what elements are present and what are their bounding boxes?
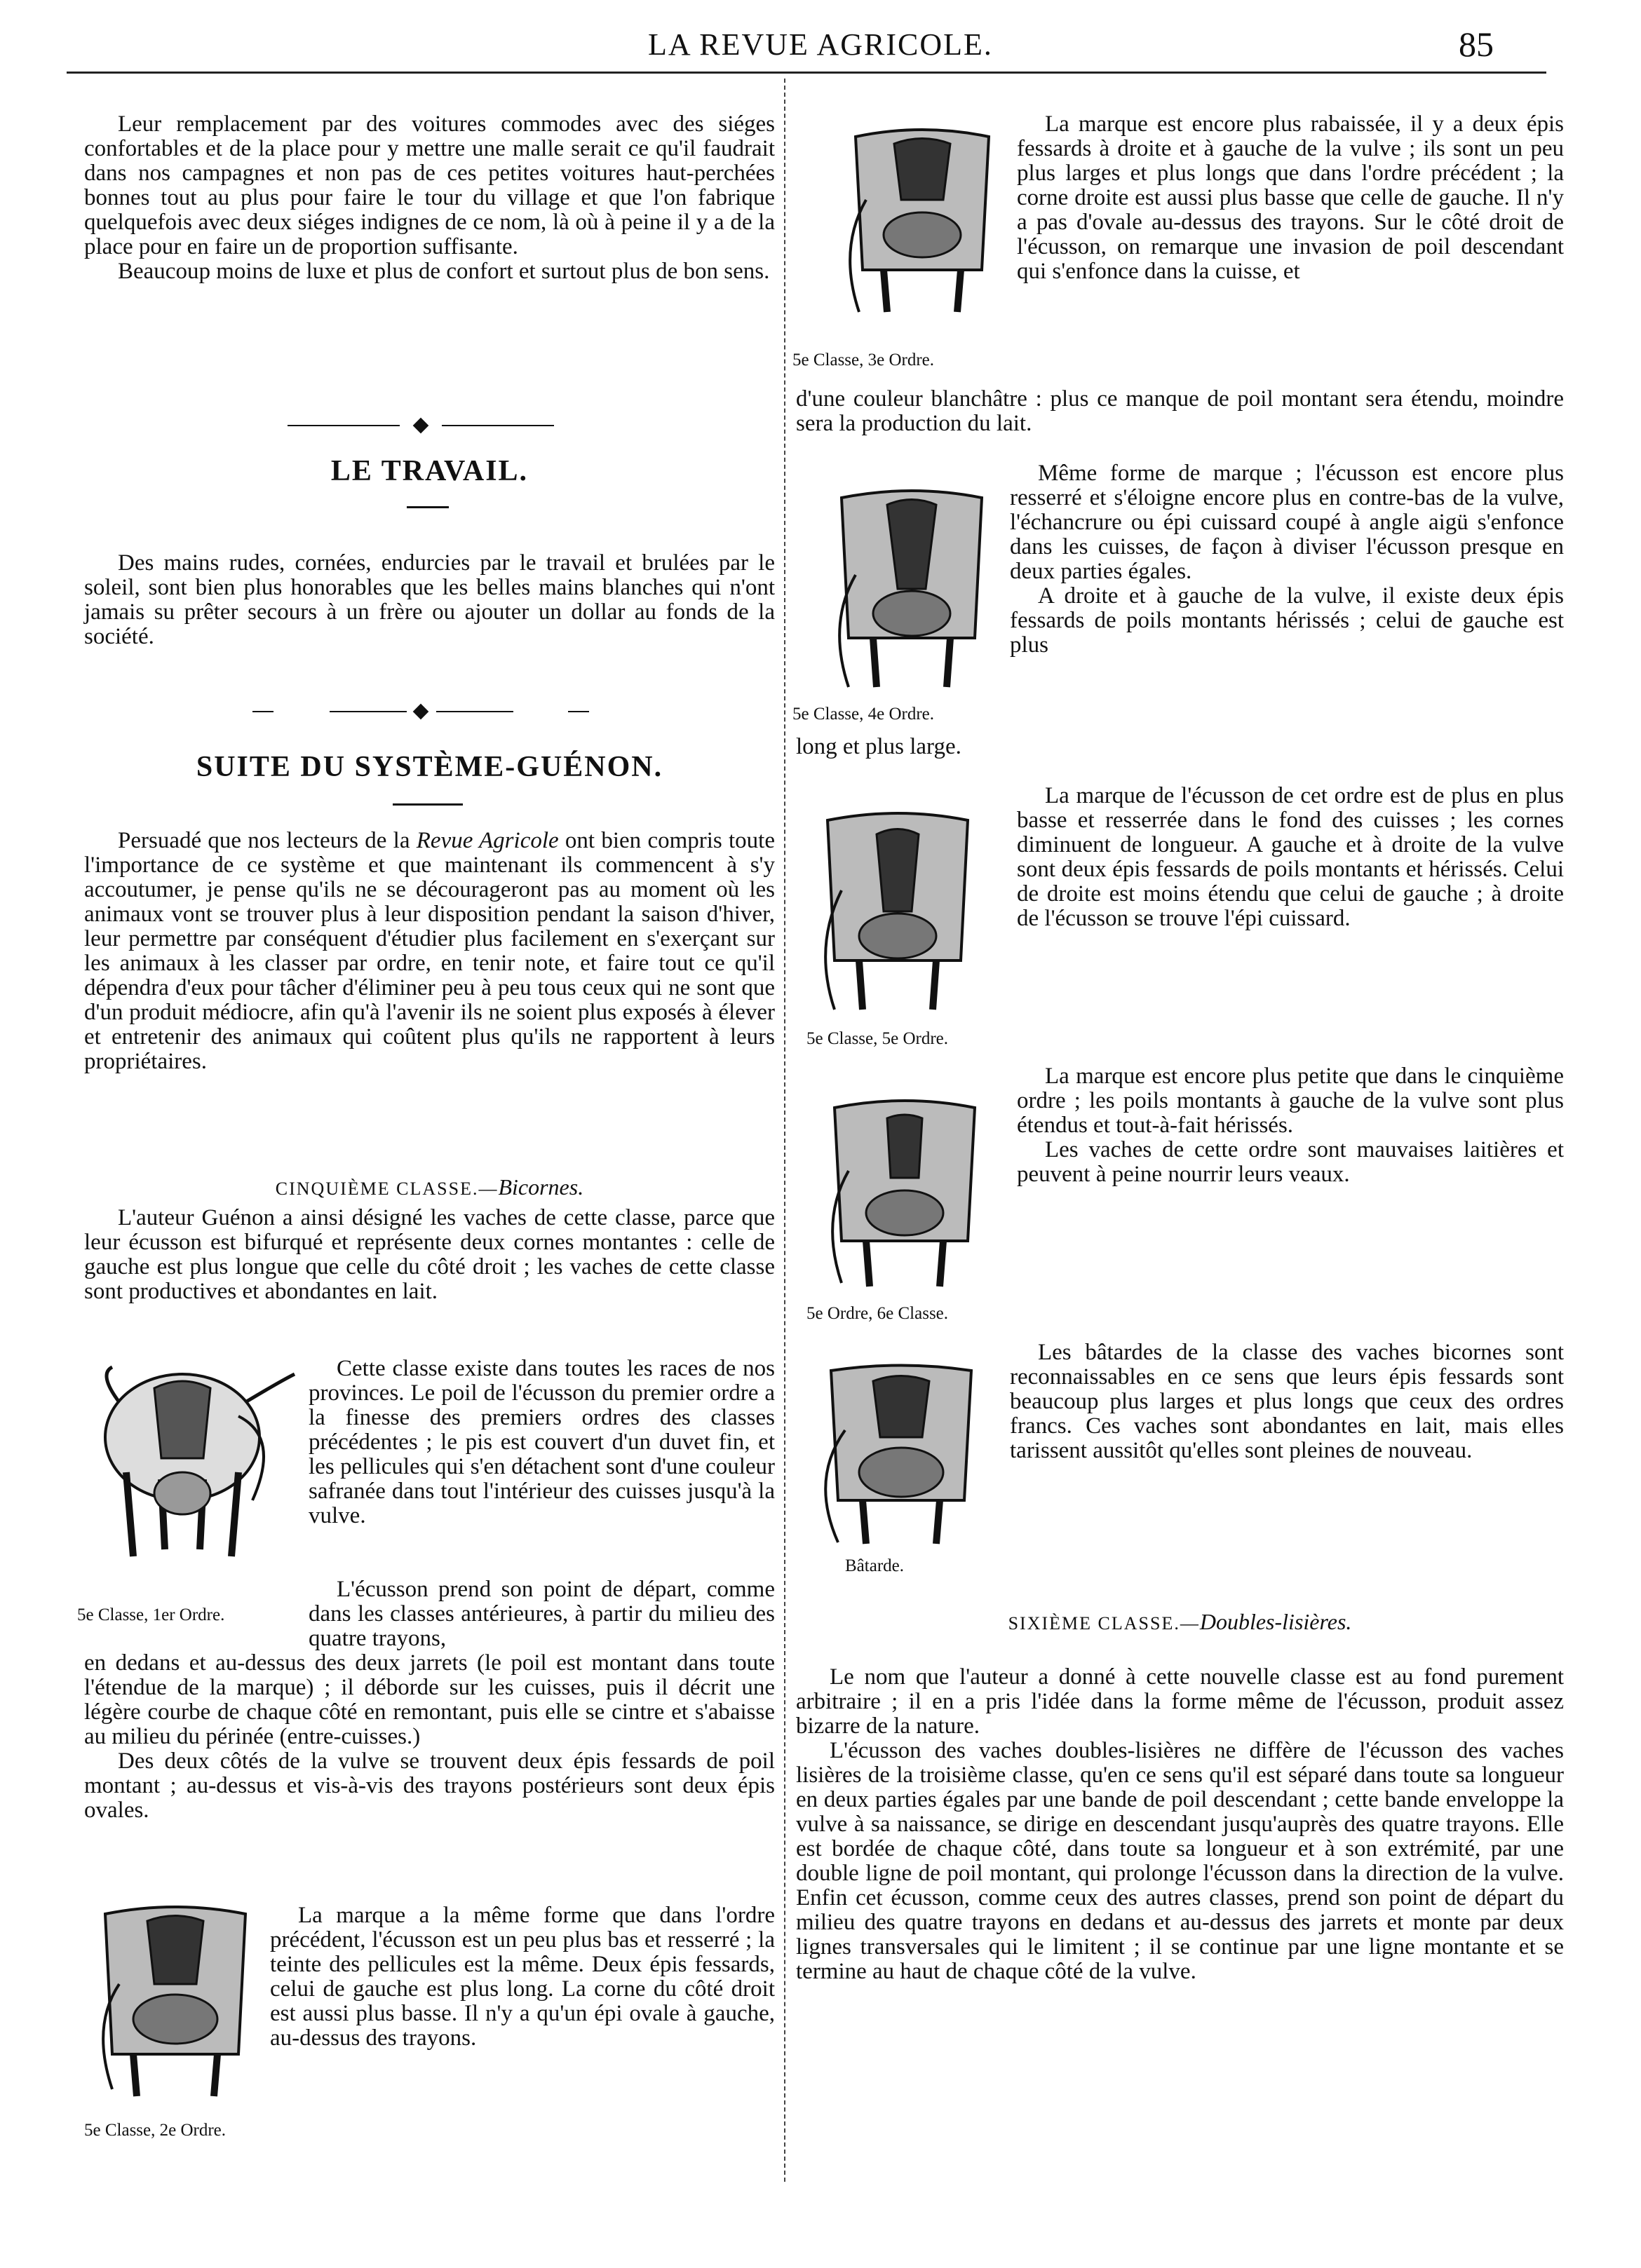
cow-rear-udder-icon [806,806,989,1017]
ornament-divider [252,708,589,715]
intro-section [84,112,775,284]
travail-paragraph: Des mains rudes, cornées, endurcies par le travail et brulées par le soleil, sont bien plus honorables que les belles mains blanches qui n'ont jamais su prêter secours à un frère ou ajouter un dollar au fonds de la société. [84,550,775,649]
header-rule [67,72,1546,74]
class-heading-5: CINQUIÈME CLASSE.—Bicornes. [275,1174,584,1200]
figure-caption: 5e Classe, 1er Ordre. [77,1605,225,1624]
figure-caption: 5e Classe, 4e Ordre. [792,705,935,724]
column-divider [784,79,785,2182]
ornament-divider [288,422,554,429]
travail-section [84,551,775,649]
intro-paragraph-2: Beaucoup moins de luxe et plus de confort et surtout plus de bon sens. [118,259,770,284]
fig4-description-cont: long et plus large. [796,734,961,759]
fig3-description-cont: d'une couleur blanchâtre : plus ce manque de poil montant sera étendu, moindre sera la production du lait. [796,386,1564,436]
fig5-description: La marque de l'écusson de cet ordre est de plus en plus basse et resserrée dans le fond des cuisses ; les cornes diminuent de longueur. A gauche et à droite de la vulve sont deux épis fessards de poils montants et hérissés. Celui de droite est moins étendu que celui de gauche ; à droite de l'écusson se trouve l'épi cuissard. [1017,783,1564,931]
fig2-description: La marque a la même forme que dans l'ordre précédent, l'écusson est un peu plus bas et resserré ; la teinte des pellicules est la même. Deux épis fessards, celui de gauche est plus long. La corne du côté droit est aussi plus basse. Il n'y a qu'un épi ovale à gauche, au-dessus des trayons. [270,1903,775,2051]
figure-caption: Bâtarde. [845,1556,904,1575]
cow-rear-udder-icon [813,1094,996,1290]
class-heading-6: SIXIÈME CLASSE.—Doubles-lisières. [1008,1609,1352,1634]
section-title-travail: LE TRAVAIL. [330,455,529,487]
section-title-systeme: SUITE DU SYSTÈME-GUÉNON. [196,751,663,783]
systeme-paragraph: Persuadé que nos lecteurs de la Revue Agricole ont bien compris toute l'importance de ce système et que maintenant ils commencent à s'y accoutumer, je pense qu'ils ne se décourageront pas au moment où les animaux vont se trouver plus à leur disposition pendant la saison d'hiver, leur permettre par conséquent d'étudier plus facilement en s'exerçant sur les animaux à les classer par ordre, en tenir note, et faire tout ce qu'il dépendra d'eux pour tâcher d'éliminer peu à peu tous ceux qui ne sont que d'un produit médiocre, afin qu'à l'avenir ils ne soient plus exposés à élever et entretenir des animaux qui coûtent plus qu'ils ne rapportent à leurs propriétaires. [84,828,776,1074]
cow-rear-udder-icon [84,1900,266,2103]
cow-rear-udder-icon [835,123,1010,319]
title-underline [407,506,449,508]
classe5-intro-paragraph: L'auteur Guénon a ainsi désigné les vaches de cette classe, parce que leur écusson est bifurqué et représente deux cornes montantes : celle de gauche est plus longue que celle du côté droit ; les vaches de cette classe sont productives et abondantes en lait. [84,1205,775,1304]
figure-caption: 5e Classe, 5e Ordre. [806,1029,949,1048]
fig6-description: La marque est encore plus petite que dans le cinquième ordre ; les poils montants à gauche de la vulve sont plus étendus et tout-à-fait hérissés. Les vaches de cette ordre sont mauvaises laitières et peuvent à peine nourrir leurs veaux. [1017,1064,1564,1187]
classe6-paragraph: Le nom que l'auteur a donné à cette nouvelle classe est au fond purement arbitraire ; il en a pris l'idée dans la forme même de l'écusson, produit assez bizarre de la nature. [796,1664,1564,1739]
fig1-description-2: L'écusson prend son point de départ, comme dans les classes antérieures, à partir du milieu des quatre trayons, [309,1577,775,1651]
cow-rear-udder-icon [820,484,1003,694]
fig1-description: Cette classe existe dans toutes les races de nos provinces. Le poil de l'écusson du premier ordre a la finesse des premiers ordres des classes précédentes ; le pis est couvert d'un duvet fin, et les pellicules qui s'en détachent sont d'une couleur safranée dans tout l'intérieur des cuisses jusqu'à la vulve. [309,1356,775,1528]
figure-caption: 5e Ordre, 6e Classe. [806,1304,949,1323]
cow-rear-full-icon [70,1360,302,1570]
fig7-description: Les bâtardes de la classe des vaches bicornes sont reconnaissables en ce sens que leurs épis fessards sont beaucoup plus larges et plus longs que ceux des ordres francs. Ces vaches sont abondantes en lait, mais elles tarissent aussitôt qu'elles sont pleines de nouveau. [1010,1340,1564,1463]
classe6-section [796,1665,1564,1984]
classe6-paragraph-2: L'écusson des vaches doubles-lisières ne diffère de l'écusson des vaches lisières de la troisième classe, qu'en ce sens qu'il est séparé dans toute sa longueur en deux parties égales par une bande de poil descendant ; cette bande enveloppe la vulve à sa naissance, se dirige en descendant jusqu'auprès des quatre trayons. Elle est bordée de chaque côté, dans toute sa longueur et à son extrémité, par une double ligne de poil montant, qui prolonge l'écusson dans la direction de la vulve. Enfin cet écusson, comme ceux des autres classes, prend son point de départ du milieu des quatre trayons en dedans et au-dessus des jarrets et monte par deux lignes transversales qui le limitent ; il se continue par une ligne montante et se termine au haut de chaque côté de la vulve. [796,1738,1564,1984]
page-header-title: LA REVUE AGRICOLE. [648,27,993,62]
title-underline [393,803,463,806]
page-number: 85 [1459,25,1494,64]
figure-caption: 5e Classe, 2e Ordre. [84,2121,227,2140]
fig3-description: La marque est encore plus rabaissée, il y a deux épis fessards à droite et à gauche de la vulve ; ils sont un peu plus larges et plus longs que dans l'ordre précédent ; la corne droite est aussi plus basse que celle de gauche. Il n'y a pas d'ovale au-dessus des trayons. Sur le côté droit de l'écusson, on remarque une invasion de poil descendant qui s'enfonce dans la cuisse, et [1017,111,1564,284]
classe5-intro [84,1206,775,1304]
intro-paragraph: Leur remplacement par des voitures commodes avec des siéges confortables et de la place pour y mettre une malle serait ce qu'il faudrait dans nos campagnes et non pas de ces petites voitures haut-perchées bonnes tout au plus pour faire le tour du village et que l'on fabrique quelquefois avec deux siéges indignes de ce nom, là où à peine il y a de la place pour en faire un de proportion suffisante. [84,111,775,259]
cow-rear-udder-icon [806,1360,996,1549]
journal-name: Revue Agricole [416,828,559,853]
figure-caption: 5e Classe, 3e Ordre. [792,351,935,369]
fig1-description-3: en dedans et au-dessus des deux jarrets (le poil est montant dans toute l'étendue de la marque) ; il déborde sur les cuisses, puis il décrit une légère courbe de chaque côté en remontant, puis elle se cintre et s'abaisse au milieu du périnée (entre-cuisses.) Des deux côtés de la vulve se trouvent deux épis fessards de poil montant ; au-dessus et vis-à-vis des trayons postérieurs sont deux épis ovales. [84,1650,775,1823]
fig4-description: Même forme de marque ; l'écusson est encore plus resserré et s'éloigne encore plus en contre-bas de la vulve, l'échancrure ou épi cuissard coupé à angle aigü s'enfonce dans les cuisses, de façon à diviser l'écusson presque en deux parties égales. A droite et à gauche de la vulve, il existe deux épis fessards de poils montants hérissés ; celui de gauche est plus [1010,461,1564,658]
systeme-section [84,829,775,1074]
